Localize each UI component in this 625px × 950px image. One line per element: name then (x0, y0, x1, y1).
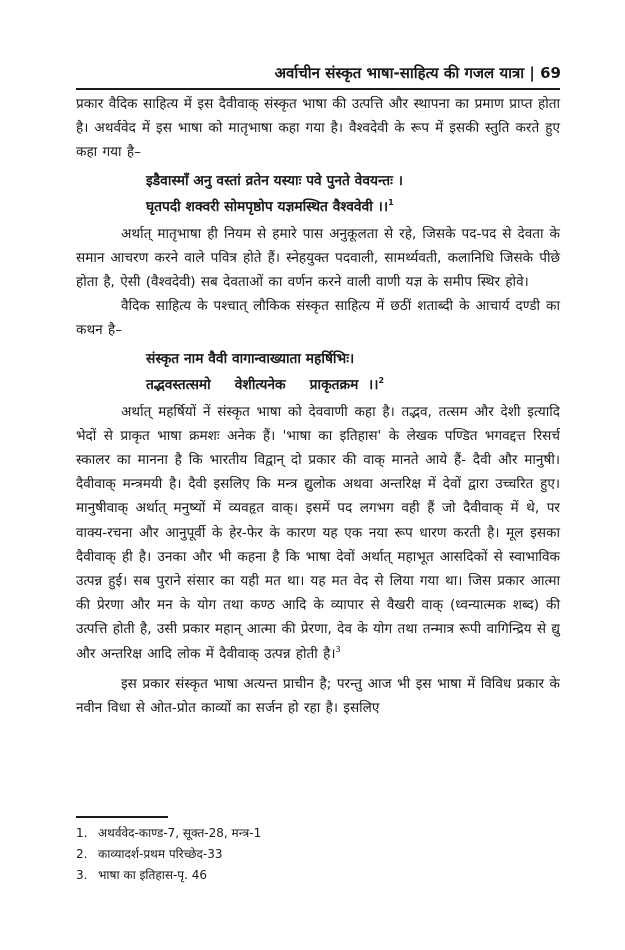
footnote-rule (76, 816, 168, 818)
paragraph-5: इस प्रकार संस्कृत भाषा अत्यन्त प्राचीन है; परन्तु आज भी इस भाषा में विविध प्रकार के नवीन विधा से ओत-प्रोत काव्यों का सर्जन हो रहा है। इसलिए (76, 675, 560, 717)
footnote-number: 1. (76, 826, 88, 840)
header-rule (76, 88, 560, 90)
paragraph-4-text: अर्थात् महर्षियों नें संस्कृत भाषा को देववाणी कहा है। तद्भव, तत्सम और देशी इत्यादि भेदों से प्राकृत भाषा क्रमशः अनेक हैं। 'भाषा का इतिहास' के लेखक पण्डित भगवद्दत्त रिसर्च स्कालर का मानना है कि भारतीय विद्वान् दो प्रकार की वाक् मानते आये हैं- दैवी और मानुषी। दैवीवाक् मन्त्रमयी है। दैवी इसलिए कि मन्त्र द्युलोक अथवा अन्तरिक्ष में देवों द्वारा उच्चरित हुए। मानुषीवाक् अर्थात् मनुष्यों में व्यवहृत वाक्। इसमें पद लगभग वही हैं जो दैवीवाक् में थे, पर वाक्य-रचना और आनुपूर्वी के हेर-फेर के कारण यह एक नया रूप धारण करती है। मूल इसका दैवीवाक् ही है। उनका और भी कहना है कि भाषा देवों अर्थात् महाभूत आसदिकों से स्वाभाविक उत्पन्न हुई। सब पुराने संसार का यही मत था। यह मत वेद से लिया गया था। जिस प्रकार आत्मा की प्रेरणा और मन के योग तथा कण्ठ आदि के व्यापार से वैखरी वाक् (ध्वन्यात्मक शब्द) की उत्पत्ति होती है, उसी प्रकार महान् आत्मा की प्रेरणा, देव के योग तथा तन्मात्र रूपी वागिन्द्रिय से द्यु और अन्तरिक्ष आदि लोक में दैवीवाक् उत्पन्न होती है। (76, 403, 560, 662)
verse-2-line-2 (76, 372, 560, 398)
footnote-text: भाषा का इतिहास-पृ. 46 (98, 868, 208, 882)
footnotes (76, 823, 560, 886)
footnote-2 (76, 844, 560, 865)
footnote-ref-3: 3 (335, 644, 341, 654)
footnote-1 (76, 823, 560, 844)
footnote-ref-2: 2 (378, 375, 385, 385)
footnote-text: काव्यादर्श-प्रथम परिच्छेद-33 (98, 847, 223, 861)
footnote-number: 2. (76, 847, 88, 861)
verse-1-line-2 (76, 194, 560, 220)
footnote-number: 3. (76, 868, 88, 882)
verse-1-line-1: इडैवास्माँ अनु वस्तां व्रतेन यस्याः पवे पुनते वेवयन्तः । (146, 172, 403, 189)
verse-2-line-1: संस्कृत नाम वैवी वागान्वाख्याता महर्षिभिः। (146, 350, 355, 367)
running-title: अर्वाचीन संस्कृत भाषा-साहित्य की गजल यात्रा | 69 (274, 64, 561, 82)
running-header (76, 62, 561, 84)
footnote-ref-1: 1 (388, 197, 394, 207)
main-text (76, 92, 560, 720)
footnote-text: अथर्ववेद-काण्ड-7, सूक्त-28, मन्त्र-1 (98, 826, 262, 840)
paragraph-3: वैदिक साहित्य के पश्चात् लौकिक संस्कृत साहित्य में छठीं शताब्दी के आचार्य दण्डी का कथन है– (76, 298, 560, 339)
verse-2-line-2-text: तद्भवस्तत्समो वेशीत्यनेक प्राकृतक्रम ।। (146, 376, 379, 393)
paragraph-1: प्रकार वैदिक साहित्य में इस दैवीवाक् संस्कृत भाषा की उत्पत्ति और स्थापना का प्रमाण प्राप्त होता है। अथर्ववेद में इस भाषा को मातृभाषा कहा गया है। वैश्वदेवी के रूप में इसकी स्तुति करते हुए कहा गया है– (76, 96, 560, 161)
footnote-3 (76, 865, 560, 886)
paragraph-4 (76, 400, 560, 666)
verse-1-line-2-text: घृतपदी शक्वरी सोमपृष्ठोप यज्ञमस्थित वैश्ववेवी ।। (146, 198, 389, 215)
paragraph-2: अर्थात् मातृभाषा ही नियम से हमारे पास अनुकूलता से रहे, जिसके पद-पद से देवता के समान आचरण करने वाले पवित्र होते हैं। स्नेहयुक्त पदवाली, सामर्थ्यवती, कलानिधि जिसके पीछे होता है, ऐसी (वैश्वदेवी) सब देवताओं का वर्णन करने वाली वाणी यज्ञ के समीप स्थिर होवे। (76, 225, 560, 291)
